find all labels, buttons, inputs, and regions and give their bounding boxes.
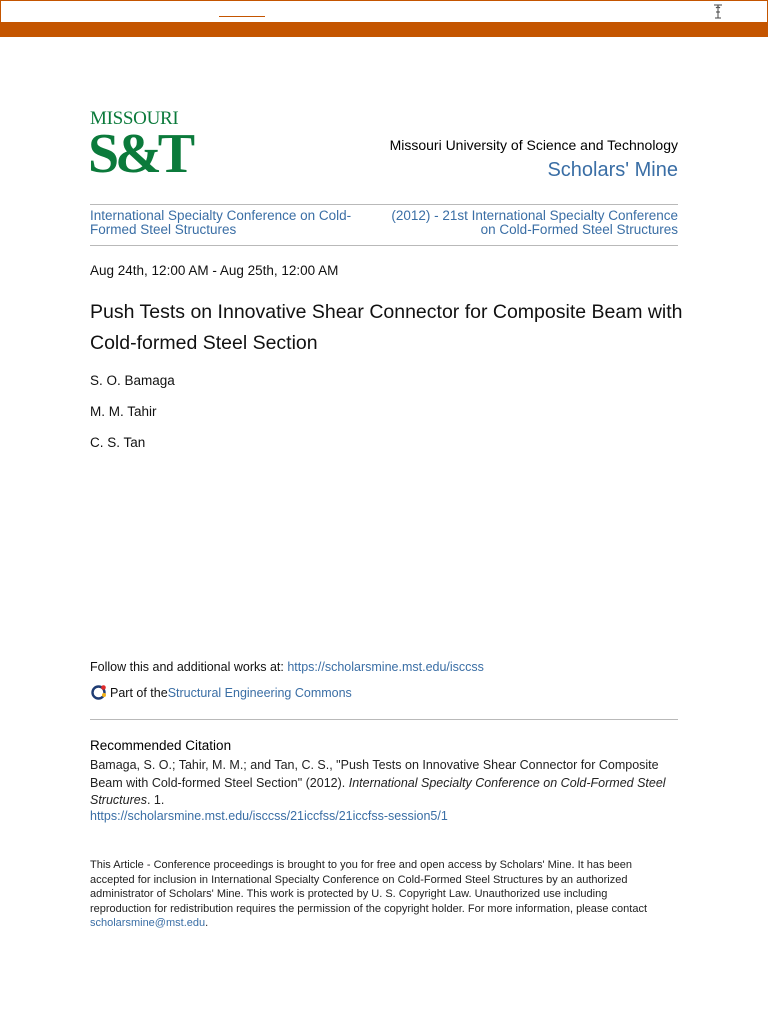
breadcrumb-edition-link[interactable]: (2012) - 21st International Specialty Conference on Cold-Formed Steel Structures	[391, 208, 678, 237]
citation-text	[90, 757, 680, 810]
author-name: C. S. Tan	[90, 435, 146, 450]
logo-word: MISSOURI	[90, 108, 179, 129]
contact-email-link[interactable]: scholarsmine@mst.edu	[90, 917, 206, 929]
citation-authors-title: Bamaga, S. O.; Tahir, M. M.; and Tan, C. S., "Push Tests on Innovative Shear Connector for Composite Beam with Cold-formed Steel Section" (2012).	[90, 758, 659, 790]
citation-venue: International Specialty Conference on Cold-Formed Steel Structures	[90, 775, 666, 807]
logo-mark: S&T	[88, 123, 192, 185]
part-of-prefix: Part of the	[110, 685, 168, 700]
institution-name: Missouri University of Science and Technology	[389, 137, 678, 153]
university-logo[interactable]	[88, 108, 192, 185]
repository-link[interactable]: Scholars' Mine	[547, 159, 678, 181]
divider	[90, 245, 678, 246]
event-date: Aug 24th, 12:00 AM - Aug 25th, 12:00 AM	[90, 263, 339, 278]
divider	[90, 719, 678, 720]
notice-end: .	[205, 917, 209, 929]
follow-prefix: Follow this and additional works at:	[90, 660, 288, 674]
notice-text: This Article - Conference proceedings is brought to you for free and open access by Scholars' Mine. It has been accepted for inclusion in International Specialty Conference on Cold-Formed Steel Structures by an authorized administrator of Scholars' Mine. This work is protected by U. S. Copyright Law. Unauthorized use including reproduction for redistribution requires the permission of the copyright holder. For more information, please contact	[90, 859, 648, 915]
author-name: M. M. Tahir	[90, 404, 157, 419]
citation-link[interactable]: https://scholarsmine.mst.edu/isccss/21iccfss/21iccfss-session5/1	[90, 809, 448, 823]
top-bar-link[interactable]	[219, 16, 265, 17]
recommended-citation-heading: Recommended Citation	[90, 738, 232, 753]
discipline-commons-link[interactable]: Structural Engineering Commons	[167, 685, 352, 700]
page-title: Push Tests on Innovative Shear Connector for Composite Beam with Cold-formed Steel Section	[90, 301, 683, 354]
divider	[90, 204, 678, 205]
top-bar-inner	[1, 1, 767, 22]
lamp-icon[interactable]	[711, 3, 725, 21]
access-notice	[90, 858, 660, 931]
part-of-line	[90, 684, 352, 701]
commons-network-icon	[90, 684, 107, 701]
citation-end: . 1.	[146, 793, 165, 807]
top-accent-bar	[0, 0, 768, 37]
breadcrumb-conference-link[interactable]: International Specialty Conference on Cold-Formed Steel Structures	[90, 208, 352, 237]
follow-line	[90, 660, 484, 674]
author-name: S. O. Bamaga	[90, 373, 175, 388]
follow-link[interactable]: https://scholarsmine.mst.edu/isccss	[287, 660, 484, 674]
